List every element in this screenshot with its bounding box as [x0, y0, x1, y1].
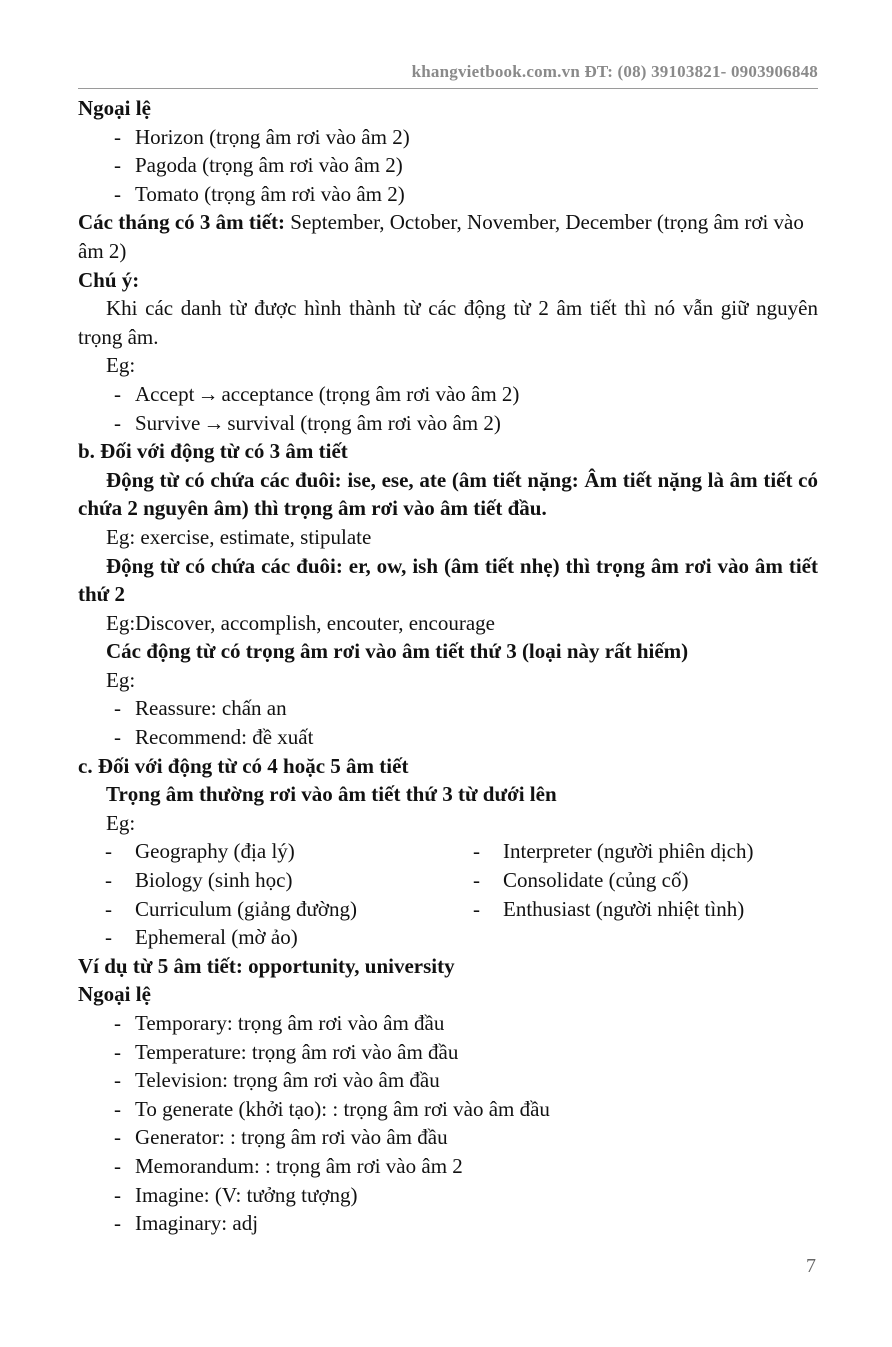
bullet-dash: - — [114, 725, 121, 750]
left-column — [78, 837, 446, 951]
bullet-dash: - — [114, 1211, 121, 1236]
list-item: - Biology (sinh học) — [78, 866, 446, 895]
bullet-dash: - — [114, 381, 121, 406]
note-eg: Eg: — [106, 353, 136, 378]
page-header — [78, 62, 818, 82]
note-paragraph: Khi các danh từ được hình thành từ các động từ 2 âm tiết thì nó vẫn giữ nguyên trọng âm. — [78, 296, 818, 349]
list-item: - Tomato (trọng âm rơi vào âm 2) — [78, 180, 818, 209]
arrow-right-icon: → — [197, 381, 219, 406]
list-item: - Pagoda (trọng âm rơi vào âm 2) — [78, 151, 818, 180]
section-c-rule: Trọng âm thường rơi vào âm tiết thứ 3 từ dưới lên — [106, 782, 557, 807]
list-item: - Recommend: đề xuất — [78, 723, 818, 752]
page-number: 7 — [806, 1255, 816, 1277]
bullet-dash: - — [473, 896, 480, 921]
bullet-dash: - — [105, 925, 112, 950]
months-text: September, October, November, December (trọng âm rơi vào âm 2) — [78, 210, 804, 263]
section-b-rule3: Các động từ có trọng âm rơi vào âm tiết thứ 3 (loại này rất hiếm) — [106, 639, 689, 664]
section-b-rule2: Động từ có chứa các đuôi: er, ow, ish (âm tiết nhẹ) thì trọng âm rơi vào âm tiết thứ 2 — [78, 553, 818, 607]
list-item: - Interpreter (người phiên dịch) — [446, 837, 814, 866]
bullet-dash: - — [114, 1153, 121, 1178]
header-rule — [78, 88, 818, 89]
list-item: - Geography (địa lý) — [78, 837, 446, 866]
list-item: - Imagine: (V: tưởng tượng) — [78, 1181, 818, 1210]
section-b-eg3: Eg: — [106, 667, 136, 692]
list-item: - Generator: : trọng âm rơi vào âm đầu — [78, 1123, 818, 1152]
bullet-dash: - — [105, 868, 112, 893]
bullet-dash: - — [473, 839, 480, 864]
list-item: - Survive → survival (trọng âm rơi vào âm 2) — [78, 409, 818, 438]
list-item: - Enthusiast (người nhiệt tình) — [446, 895, 814, 924]
bullet-dash: - — [114, 410, 121, 435]
bullet-dash: - — [114, 153, 121, 178]
list-item: - Ephemeral (mờ ảo) — [78, 923, 446, 952]
list-item: - Memorandum: : trọng âm rơi vào âm 2 — [78, 1152, 818, 1181]
section-b-rule1: Động từ có chứa các đuôi: ise, ese, ate (âm tiết nặng: Âm tiết nặng là âm tiết có chứa 2 nguyên âm) thì trọng âm rơi vào âm tiết đầu. — [78, 467, 818, 521]
bullet-dash: - — [114, 1011, 121, 1035]
page-content — [78, 94, 818, 1238]
list-item: - Television: trọng âm rơi vào âm đầu — [78, 1066, 818, 1095]
section-c-eg: Eg: — [106, 810, 136, 835]
list-item: - Imaginary: adj — [78, 1209, 818, 1238]
section-c-heading: c. Đối với động từ có 4 hoặc 5 âm tiết — [78, 753, 409, 778]
exceptions-heading-1: Ngoại lệ — [78, 96, 151, 120]
header-site: khangvietbook.com.vn — [411, 62, 580, 81]
exceptions-heading-2: Ngoại lệ — [78, 982, 151, 1007]
note-heading: Chú ý: — [78, 267, 140, 292]
list-item: - Accept → acceptance (trọng âm rơi vào âm 2) — [78, 380, 818, 409]
list-item: - Temperature: trọng âm rơi vào âm đầu — [78, 1038, 818, 1067]
list-item: - Consolidate (củng cố) — [446, 866, 814, 895]
bullet-dash: - — [114, 1182, 121, 1207]
bullet-dash: - — [114, 1039, 121, 1064]
bullet-dash: - — [473, 868, 480, 893]
list-item: - Curriculum (giảng đường) — [78, 895, 446, 924]
five-syllable-example: Ví dụ từ 5 âm tiết: opportunity, university — [78, 953, 455, 978]
right-column — [446, 837, 814, 951]
section-b-heading: b. Đối với động từ có 3 âm tiết — [78, 439, 348, 464]
arrow-right-icon: → — [203, 410, 225, 435]
bullet-dash: - — [114, 1096, 121, 1121]
list-item: - Horizon (trọng âm rơi vào âm 2) — [78, 123, 818, 152]
bullet-dash: - — [114, 181, 121, 206]
months-paragraph — [78, 208, 818, 265]
two-column-list — [78, 837, 818, 951]
section-b-eg2: Eg:Discover, accomplish, encouter, encourage — [106, 610, 495, 635]
list-item: - Reassure: chấn an — [78, 694, 818, 723]
header-phone: ĐT: (08) 39103821- 0903906848 — [584, 62, 818, 81]
list-item: - Temporary: trọng âm rơi vào âm đầu — [78, 1009, 818, 1038]
section-b-eg1: Eg: exercise, estimate, stipulate — [106, 524, 372, 549]
bullet-dash: - — [114, 1125, 121, 1150]
bullet-dash: - — [105, 839, 112, 864]
months-label: Các tháng có 3 âm tiết: — [78, 210, 286, 235]
bullet-dash: - — [114, 1068, 121, 1093]
bullet-dash: - — [105, 896, 112, 921]
bullet-dash: - — [114, 696, 121, 721]
list-item: - To generate (khởi tạo): : trọng âm rơi vào âm đầu — [78, 1095, 818, 1124]
bullet-dash: - — [114, 124, 121, 149]
